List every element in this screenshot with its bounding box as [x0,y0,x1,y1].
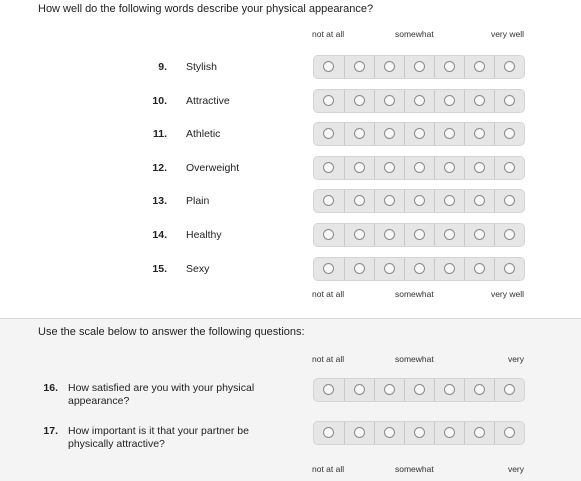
rating-option-cell[interactable] [434,123,465,145]
scale-left-label: not at all [312,464,345,474]
question-row [0,55,581,79]
radio-button[interactable] [414,195,425,206]
question-number: 16. [43,382,58,394]
rating-option-cell[interactable] [344,90,375,112]
question-label: How satisfied are you with your physical appearance? [68,382,255,407]
question-number: 15. [152,262,167,275]
radio-button[interactable] [444,95,455,106]
radio-button[interactable] [354,384,365,395]
scale-right-label: very well [490,289,524,299]
rating-option-cell[interactable] [314,258,344,280]
radio-button[interactable] [384,229,395,240]
radio-button[interactable] [384,263,395,274]
radio-button[interactable] [414,128,425,139]
radio-button[interactable] [474,61,485,72]
rating-option-cell[interactable] [374,90,405,112]
rating-option-cell[interactable] [374,123,405,145]
radio-button[interactable] [323,427,334,438]
radio-button[interactable] [444,195,455,206]
radio-button[interactable] [414,95,425,106]
rating-option-cell[interactable] [344,123,375,145]
rating-option-cell[interactable] [344,56,375,78]
radio-button[interactable] [504,162,515,173]
question-label: Plain [186,195,210,208]
rating-option-cell[interactable] [374,258,405,280]
rating-option-cell[interactable] [464,224,495,246]
rating-option-cell[interactable] [404,56,435,78]
rating-option-cell[interactable] [344,422,375,444]
rating-option-cell[interactable] [314,422,344,444]
rating-option-cell[interactable] [344,157,375,179]
rating-scale [313,421,525,445]
radio-button[interactable] [504,195,515,206]
radio-button[interactable] [474,263,485,274]
rating-option-cell[interactable] [464,258,495,280]
scale-footer [312,289,524,301]
rating-option-cell[interactable] [314,379,344,401]
question-label: How important is it that your partner be physically attractive? [68,425,249,450]
question-row [0,223,581,247]
radio-button[interactable] [444,263,455,274]
rating-option-cell[interactable] [404,123,435,145]
question-row [0,89,581,113]
rating-option-cell[interactable] [434,379,465,401]
rating-option-cell[interactable] [404,157,435,179]
rating-option-cell[interactable] [494,190,525,212]
rating-option-cell[interactable] [464,379,495,401]
radio-button[interactable] [504,263,515,274]
rating-option-cell[interactable] [464,123,495,145]
radio-button[interactable] [354,195,365,206]
question-number: 11. [152,128,167,141]
rating-option-cell[interactable] [344,190,375,212]
radio-button[interactable] [323,263,334,274]
rating-option-cell[interactable] [374,56,405,78]
rating-scale [313,223,525,247]
scale-middle-label: somewhat [395,289,434,299]
rating-scale [313,189,525,213]
radio-button[interactable] [474,195,485,206]
rating-option-cell[interactable] [434,90,465,112]
question-label: Sexy [186,262,210,275]
question-number: 14. [152,229,167,241]
rating-option-cell[interactable] [404,90,435,112]
radio-button[interactable] [323,128,334,139]
radio-button[interactable] [384,427,395,438]
scale-right-label: very well [490,29,524,39]
question-row [0,378,581,407]
question-number: 10. [152,94,167,107]
radio-button[interactable] [414,263,425,274]
radio-button[interactable] [323,95,334,106]
radio-button[interactable] [474,384,485,395]
radio-button[interactable] [323,162,334,173]
radio-button[interactable] [384,95,395,106]
radio-button[interactable] [444,384,455,395]
rating-option-cell[interactable] [404,422,435,444]
scale-left-label: not at all [312,289,345,299]
radio-button[interactable] [504,128,515,139]
radio-button[interactable] [474,229,485,240]
radio-button[interactable] [474,427,485,438]
scale-header-top [312,29,524,41]
scale-header [312,354,524,366]
rating-option-cell[interactable] [494,157,525,179]
rating-option-cell[interactable] [434,190,465,212]
scale-right-label: very [507,464,524,474]
question-row [0,122,581,146]
radio-button[interactable] [323,229,334,240]
rating-option-cell[interactable] [494,123,525,145]
section1-prompt: How well do the following words describe your physical appearance? [38,3,374,15]
rating-option-cell[interactable] [314,56,344,78]
question-row [0,257,581,281]
rating-option-cell[interactable] [494,90,525,112]
question-number: 13. [152,195,167,208]
question-label: Athletic [186,128,221,141]
radio-button[interactable] [354,427,365,438]
rating-option-cell[interactable] [344,258,375,280]
radio-button[interactable] [444,229,455,240]
scale-left-label: not at all [312,29,345,39]
rating-scale [313,156,525,180]
radio-button[interactable] [444,128,455,139]
scale-middle-label: somewhat [395,464,434,474]
rating-option-cell[interactable] [464,157,495,179]
radio-button[interactable] [323,384,334,395]
scale-footer [312,464,524,476]
section-questions [0,318,581,481]
radio-button[interactable] [414,61,425,72]
radio-button[interactable] [444,162,455,173]
radio-button[interactable] [323,195,334,206]
rating-option-cell[interactable] [494,258,525,280]
radio-button[interactable] [354,229,365,240]
radio-button[interactable] [444,427,455,438]
radio-button[interactable] [384,61,395,72]
rating-option-cell[interactable] [314,190,344,212]
rating-option-cell[interactable] [404,190,435,212]
question-row [0,189,581,213]
rating-option-cell[interactable] [494,224,525,246]
question-number: 12. [152,161,167,174]
scale-right-label: very [507,354,524,364]
radio-button[interactable] [354,61,365,72]
rating-option-cell[interactable] [344,379,375,401]
radio-button[interactable] [414,427,425,438]
rating-option-cell[interactable] [374,379,405,401]
question-label: Attractive [186,94,230,107]
rating-option-cell[interactable] [464,56,495,78]
radio-button[interactable] [323,61,334,72]
rating-option-cell[interactable] [404,224,435,246]
rating-option-cell[interactable] [404,379,435,401]
rating-option-cell[interactable] [314,123,344,145]
radio-button[interactable] [504,61,515,72]
rating-option-cell[interactable] [434,56,465,78]
section2-prompt: Use the scale below to answer the following questions: [38,326,305,338]
radio-button[interactable] [384,162,395,173]
rating-scale [313,89,525,113]
question-label: Stylish [186,61,217,73]
radio-button[interactable] [504,229,515,240]
radio-button[interactable] [474,162,485,173]
rating-scale [313,257,525,281]
question-number: 17. [43,425,58,437]
question-row [0,156,581,180]
rating-scale [313,55,525,79]
rating-option-cell[interactable] [464,422,495,444]
rating-option-cell[interactable] [314,90,344,112]
radio-button[interactable] [384,384,395,395]
rating-option-cell[interactable] [494,379,525,401]
radio-button[interactable] [474,95,485,106]
radio-button[interactable] [504,427,515,438]
rating-option-cell[interactable] [374,157,405,179]
rating-option-cell[interactable] [374,224,405,246]
radio-button[interactable] [384,195,395,206]
rating-option-cell[interactable] [314,224,344,246]
radio-button[interactable] [384,128,395,139]
rating-option-cell[interactable] [344,224,375,246]
rating-option-cell[interactable] [314,157,344,179]
rating-option-cell[interactable] [434,422,465,444]
radio-button[interactable] [354,95,365,106]
rating-scale [313,122,525,146]
radio-button[interactable] [474,128,485,139]
radio-button[interactable] [354,128,365,139]
rating-option-cell[interactable] [374,422,405,444]
question-number: 9. [158,61,167,73]
rating-option-cell[interactable] [464,90,495,112]
radio-button[interactable] [504,384,515,395]
question-label: Overweight [186,161,240,174]
radio-button[interactable] [444,61,455,72]
radio-button[interactable] [414,162,425,173]
radio-button[interactable] [354,162,365,173]
radio-button[interactable] [414,384,425,395]
radio-button[interactable] [414,229,425,240]
rating-option-cell[interactable] [374,190,405,212]
rating-scale [313,378,525,402]
question-label: Healthy [186,229,222,241]
scale-middle-label: somewhat [395,29,434,39]
scale-left-label: not at all [312,354,345,364]
radio-button[interactable] [354,263,365,274]
rating-option-cell[interactable] [434,157,465,179]
scale-middle-label: somewhat [395,354,434,364]
rating-option-cell[interactable] [434,224,465,246]
rating-option-cell[interactable] [434,258,465,280]
radio-button[interactable] [504,95,515,106]
question-row [0,421,581,450]
rating-option-cell[interactable] [464,190,495,212]
rating-option-cell[interactable] [404,258,435,280]
rating-option-cell[interactable] [494,422,525,444]
rating-option-cell[interactable] [494,56,525,78]
